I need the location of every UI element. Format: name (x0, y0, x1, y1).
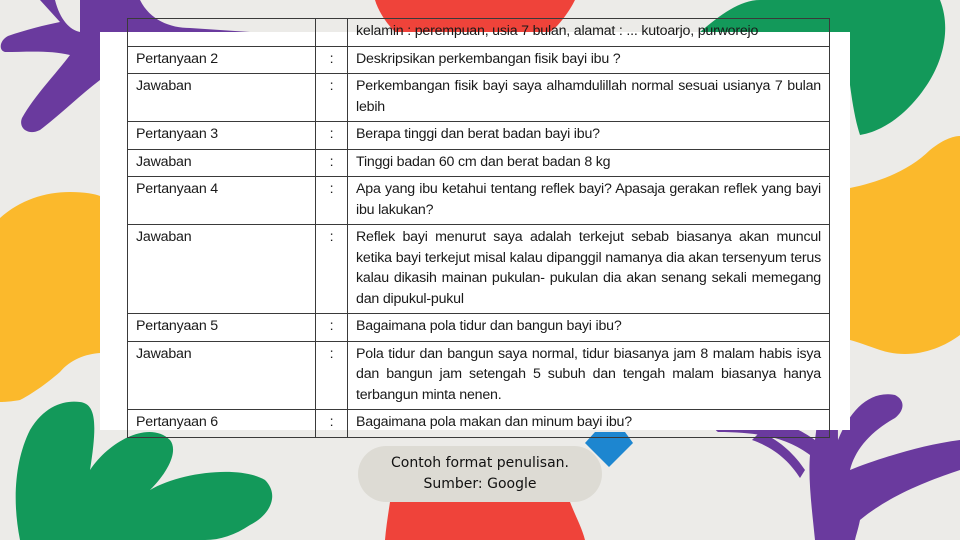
row-value: Berapa tinggi dan berat badan bayi ibu? (348, 122, 830, 150)
row-label: Pertanyaan 3 (128, 122, 316, 150)
table-row (128, 46, 830, 74)
row-colon: : (316, 410, 348, 438)
row-value: Perkembangan fisik bayi saya alhamdulillah normal sesuai usianya 7 bulan lebih (348, 74, 830, 122)
table-row (128, 225, 830, 314)
row-value: Deskripsikan perkembangan fisik bayi ibu ? (348, 46, 830, 74)
row-colon: : (316, 177, 348, 225)
yellow-shape-left (0, 192, 100, 402)
row-value: Bagaimana pola tidur dan bangun bayi ibu? (348, 314, 830, 342)
table-row (128, 410, 830, 438)
caption-pill (358, 446, 602, 502)
row-colon: : (316, 122, 348, 150)
interview-qa-table (127, 18, 830, 438)
table-row (128, 74, 830, 122)
caption-line-1: Contoh format penulisan. (391, 455, 569, 471)
row-value: Reflek bayi menurut saya adalah terkejut sebab biasanya akan muncul ketika bayi terkejut misal kalau dipanggil namanya dia akan tersenyum terus kalau dikasih mainan pukulan- pukulan dia akan senang sekali memegang dan dipukul-pukul (348, 225, 830, 314)
row-colon: : (316, 74, 348, 122)
table-row (128, 19, 830, 47)
row-value: Apa yang ibu ketahui tentang reflek bayi? Apasaja gerakan reflek yang bayi ibu lakukan? (348, 177, 830, 225)
row-label: Pertanyaan 5 (128, 314, 316, 342)
table-row (128, 177, 830, 225)
document-screenshot-panel (100, 23, 850, 430)
row-label (128, 19, 316, 47)
table-row (128, 341, 830, 410)
row-value: Bagaimana pola makan dan minum bayi ibu? (348, 410, 830, 438)
row-label: Jawaban (128, 149, 316, 177)
caption-line-2: Sumber: Google (423, 476, 537, 492)
table-row (128, 314, 830, 342)
row-label: Jawaban (128, 341, 316, 410)
red-shape-bottom (385, 502, 585, 540)
row-label: Pertanyaan 6 (128, 410, 316, 438)
row-label: Pertanyaan 4 (128, 177, 316, 225)
row-colon: : (316, 341, 348, 410)
row-value: Pola tidur dan bangun saya normal, tidur biasanya jam 8 malam habis isya dan bangun jam setengah 5 subuh dan tengah malam biasanya hanya terbangun minta nenen. (348, 341, 830, 410)
row-colon: : (316, 225, 348, 314)
row-colon: : (316, 46, 348, 74)
row-colon (316, 19, 348, 47)
row-colon: : (316, 314, 348, 342)
row-label: Jawaban (128, 225, 316, 314)
row-colon: : (316, 149, 348, 177)
row-value: kelamin : perempuan, usia 7 bulan, alamat : ... kutoarjo, purworejo (348, 19, 830, 47)
table-row (128, 122, 830, 150)
row-label: Jawaban (128, 74, 316, 122)
row-value: Tinggi badan 60 cm dan berat badan 8 kg (348, 149, 830, 177)
table-row (128, 149, 830, 177)
row-label: Pertanyaan 2 (128, 46, 316, 74)
yellow-shape-right (850, 136, 960, 354)
